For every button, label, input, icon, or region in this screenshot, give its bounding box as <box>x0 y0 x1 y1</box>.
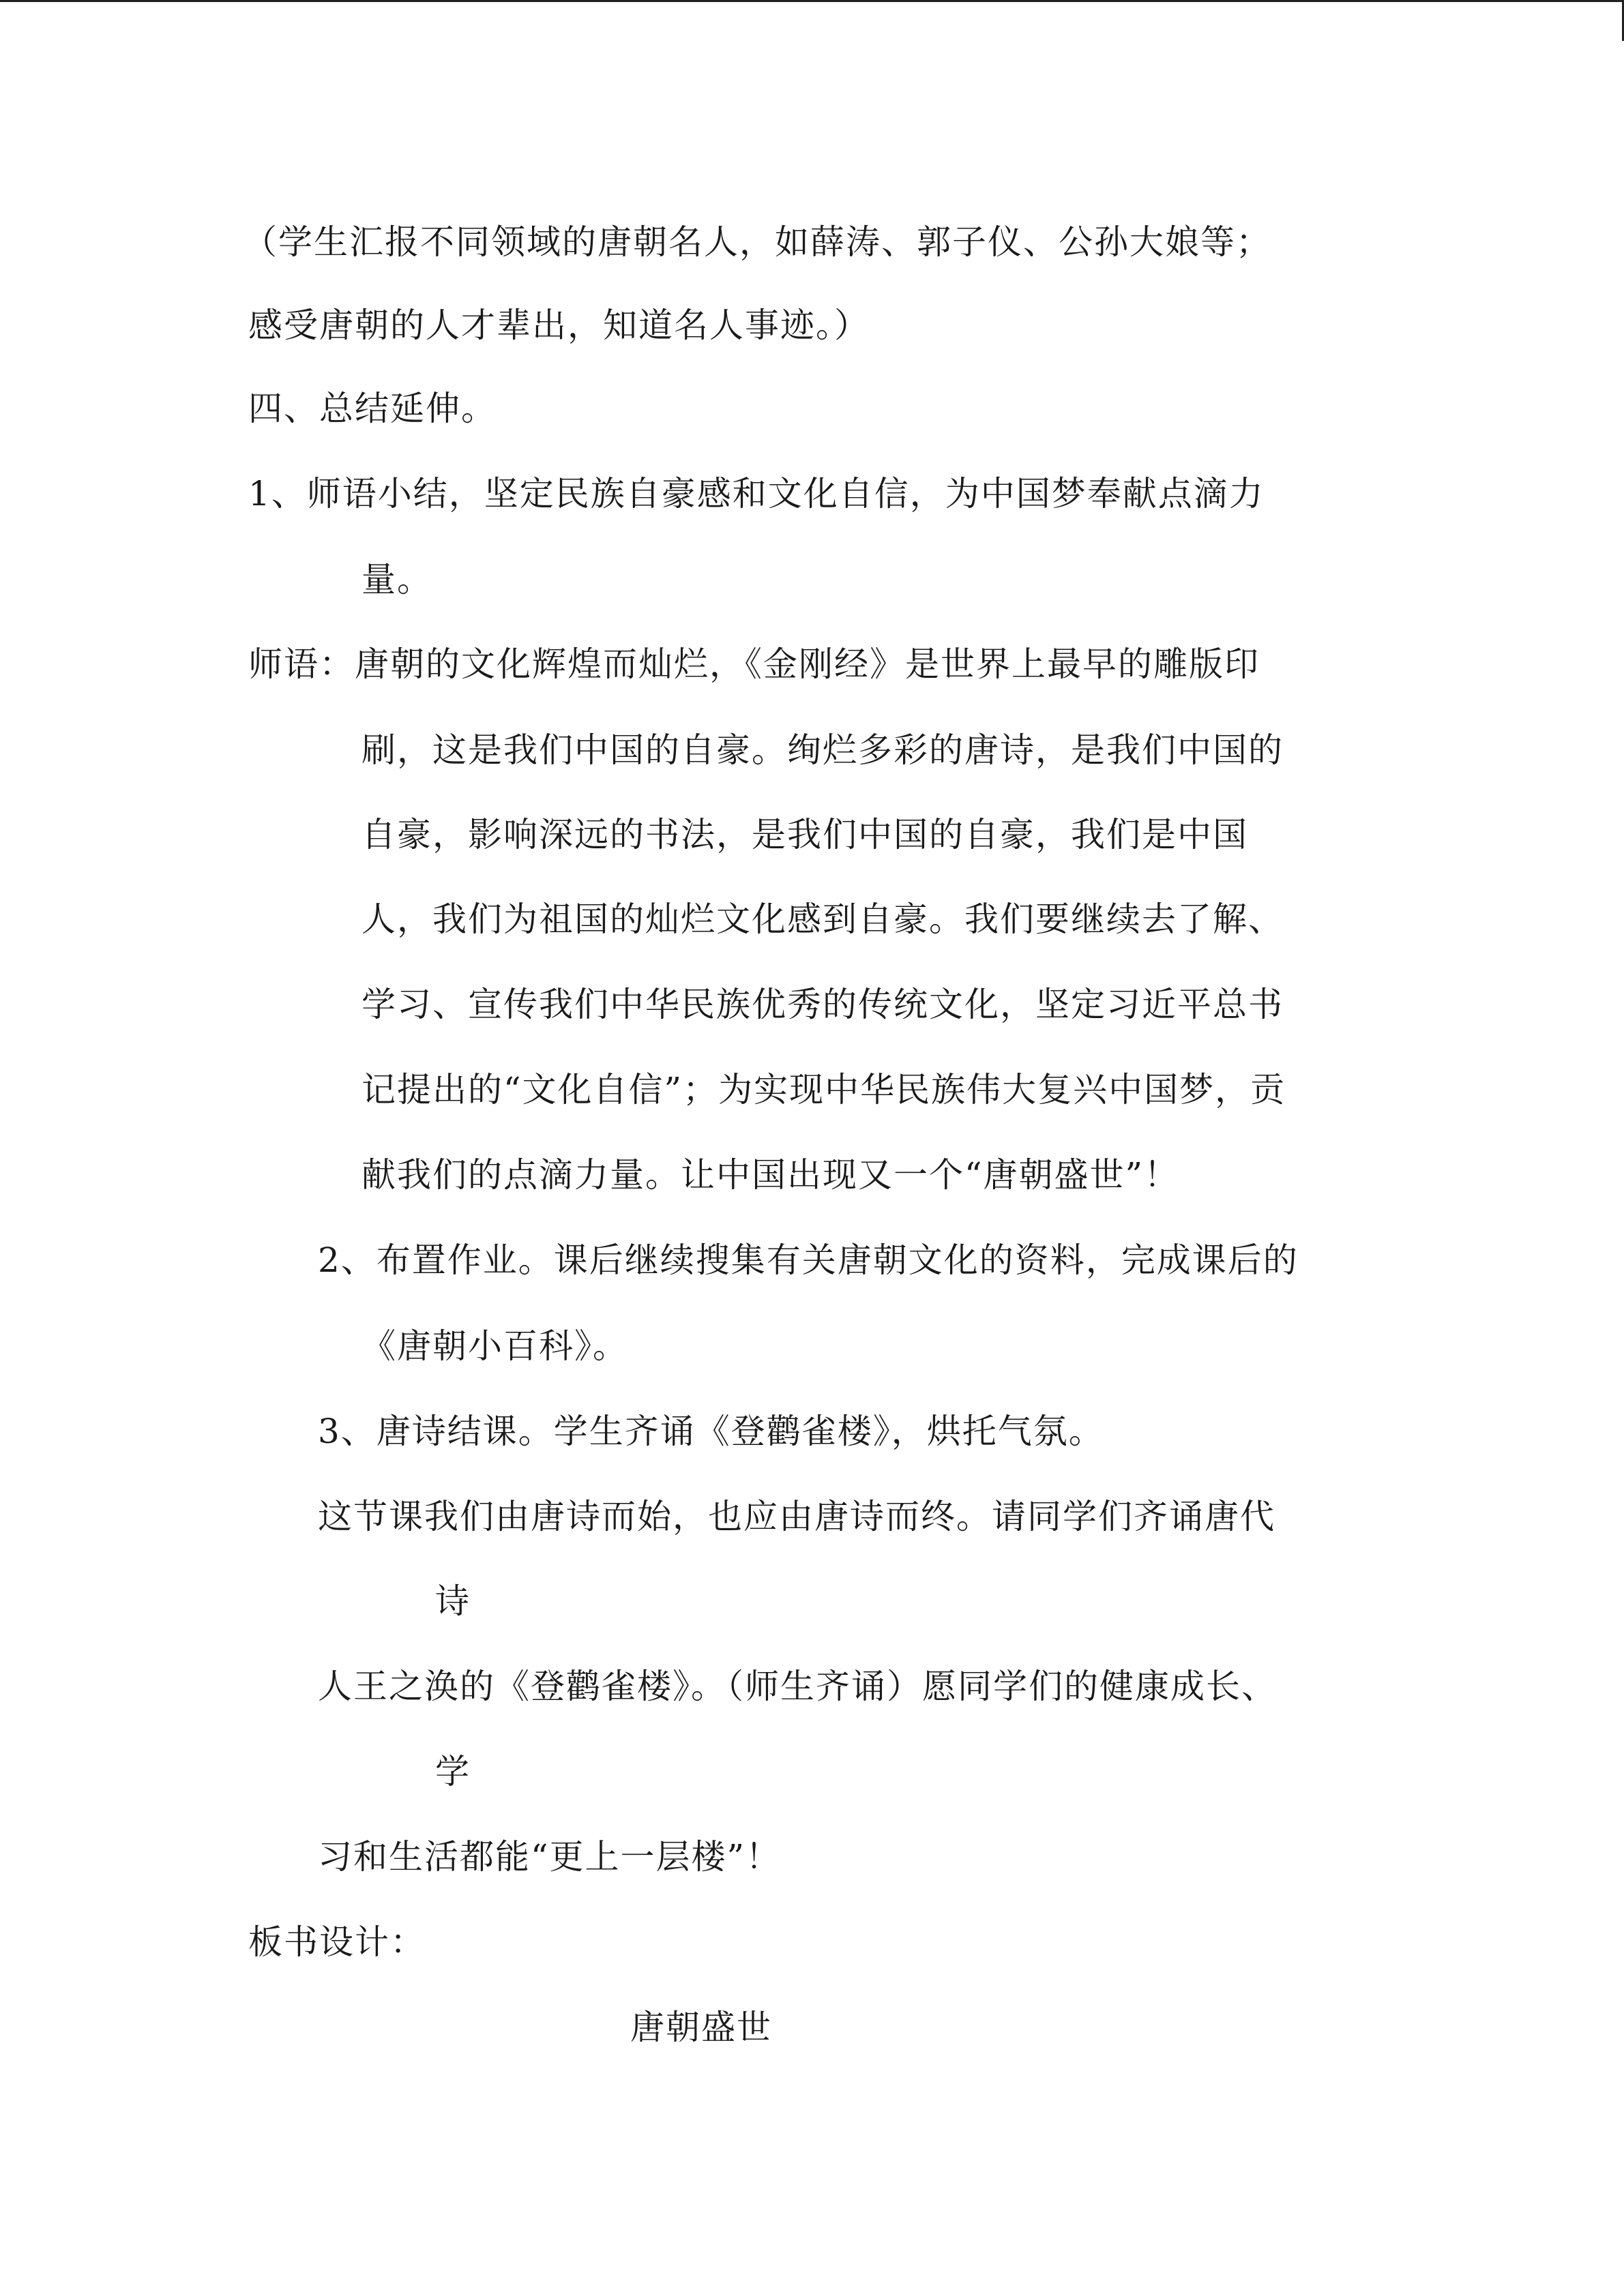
section-heading: 四、总结延伸。 <box>248 389 497 428</box>
text-line: 1、师语小结，坚定民族自豪感和文化自信，为中国梦奉献点滴力 <box>248 474 1265 513</box>
text-line: 人，我们为祖国的灿烂文化感到自豪。我们要继续去了解、 <box>361 899 1284 939</box>
text-line: 记提出的“文化自信”；为实现中华民族伟大复兴中国梦，贡 <box>361 1070 1286 1109</box>
text-line: 感受唐朝的人才辈出，知道名人事迹。） <box>248 305 870 345</box>
text-line: 习和生活都能“更上一层楼”！ <box>318 1837 782 1877</box>
section-heading: 板书设计： <box>248 1922 426 1962</box>
text-line: 《唐朝小百科》。 <box>361 1326 628 1366</box>
text-line: 献我们的点滴力量。让中国出现又一个“唐朝盛世”！ <box>361 1155 1180 1195</box>
text-line: 2、布置作业。课后继续搜集有关唐朝文化的资料，完成课后的 <box>318 1240 1299 1280</box>
board-title: 唐朝盛世 <box>630 2008 772 2047</box>
text-line: 3、唐诗结课。学生齐诵《登鹳雀楼》，烘托气氛。 <box>318 1412 1104 1451</box>
text-line: 诗 <box>435 1581 471 1621</box>
text-line: 师语：唐朝的文化辉煌而灿烂，《金刚经》是世界上最早的雕版印 <box>248 644 1260 684</box>
page-top-border <box>0 0 1624 2</box>
text-line: 人王之涣的《登鹳雀楼》。（师生齐诵）愿同学们的健康成长、 <box>318 1667 1277 1706</box>
text-line: 学 <box>435 1752 471 1791</box>
text-line: 学习、宣传我们中华民族优秀的传统文化，坚定习近平总书 <box>361 985 1284 1024</box>
text-line: 自豪，影响深远的书法，是我们中国的自豪，我们是中国 <box>361 815 1248 854</box>
text-line: 这节课我们由唐诗而始，也应由唐诗而终。请同学们齐诵唐代 <box>318 1497 1275 1536</box>
text-line: 刷，这是我们中国的自豪。绚烂多彩的唐诗，是我们中国的 <box>361 730 1284 770</box>
text-line: 量。 <box>361 560 432 599</box>
text-line: （学生汇报不同领域的唐朝名人，如薛涛、郭子仪、公孙大娘等； <box>243 222 1271 262</box>
